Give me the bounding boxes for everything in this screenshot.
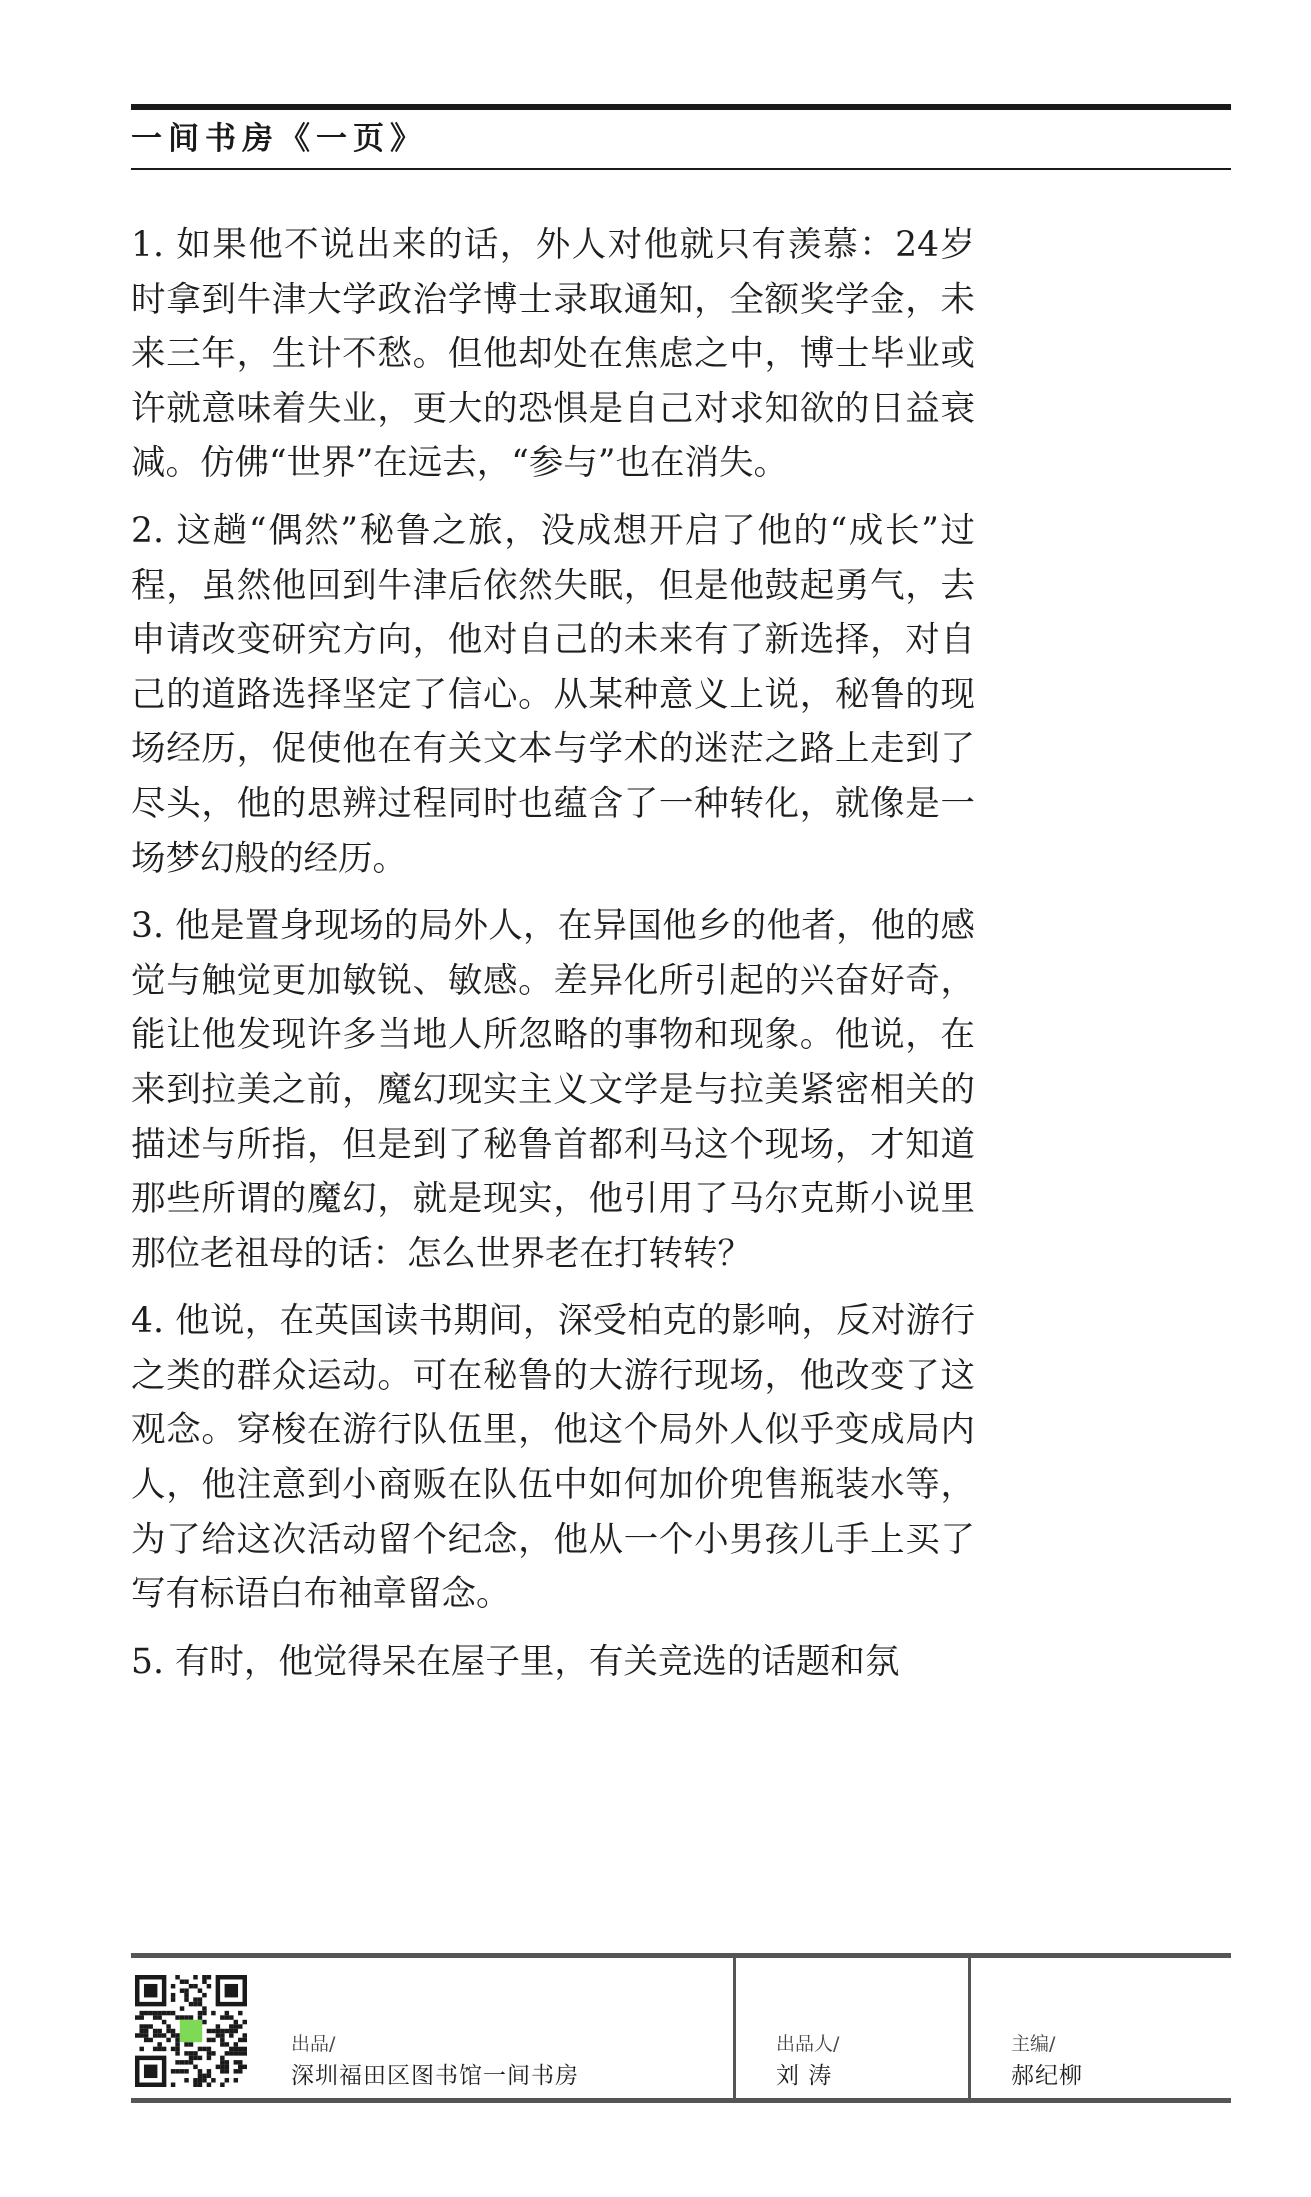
credit-producer-value: 深圳福田区图书馆一间书房 bbox=[291, 2063, 579, 2089]
paragraph-3: 3. 他是置身现场的局外人，在异国他乡的他者，他的感觉与触觉更加敏锐、敏感。差异化所引起的兴奋好奇，能让他发现许多当地人所忽略的事物和现象。他说，在来到拉美之前，魔幻现实主义文学是与拉美紧密相关的描述与所指，但是到了秘鲁首都利马这个现场，才知道那些所谓的魔幻，就是现实，他引用了马尔克斯小说里那位老祖母的话：怎么世界老在打转转？ bbox=[131, 906, 975, 1274]
footer-rule-bottom bbox=[131, 2098, 1231, 2103]
credit-editor bbox=[1011, 2029, 1083, 2093]
credit-producer bbox=[291, 2029, 579, 2093]
article-body bbox=[131, 218, 975, 1702]
paragraph-4: 4. 他说，在英国读书期间，深受柏克的影响，反对游行之类的群众运动。可在秘鲁的大游行现场，他改变了这观念。穿梭在游行队伍里，他这个局外人似乎变成局内人，他注意到小商贩在队伍中如何加价兜售瓶装水等，为了给这次活动留个纪念，他从一个小男孩儿手上买了写有标语白布袖章留念。 bbox=[131, 1301, 975, 1615]
credit-producer-label: 出品/ bbox=[291, 2033, 336, 2055]
page-footer bbox=[131, 1953, 1231, 2103]
paragraph-2: 2. 这趟“偶然”秘鲁之旅，没成想开启了他的“成长”过程，虽然他回到牛津后依然失眠，但是他鼓起勇气，去申请改变研究方向，他对自己的未来有了新选择，对自己的道路选择坚定了信心。从某种意义上说，秘鲁的现场经历，促使他在有关文本与学术的迷茫之路上走到了尽头，他的思辨过程同时也蕴含了一种转化，就像是一场梦幻般的经历。 bbox=[131, 510, 975, 879]
page-header bbox=[131, 104, 1231, 170]
credit-publisher-label: 出品人/ bbox=[776, 2033, 840, 2055]
credit-editor-value: 郝纪柳 bbox=[1011, 2063, 1083, 2089]
footer-divider-2 bbox=[968, 1953, 971, 2103]
credit-editor-label: 主编/ bbox=[1011, 2033, 1056, 2055]
header-rule-bottom bbox=[131, 168, 1231, 170]
credit-publisher-value: 刘 涛 bbox=[776, 2063, 833, 2089]
paragraph-1: 1. 如果他不说出来的话，外人对他就只有羡慕：24岁时拿到牛津大学政治学博士录取通知，全额奖学金，未来三年，生计不愁。但他却处在焦虑之中，博士毕业或许就意味着失业，更大的恐惧是自己对求知欲的日益衰减。仿佛“世界”在远去，“参与”也在消失。 bbox=[131, 225, 975, 484]
footer-rule-top bbox=[131, 1953, 1231, 1958]
footer-divider-1 bbox=[733, 1953, 736, 2103]
paragraph-5: 5. 有时，他觉得呆在屋子里，有关竞选的话题和氛 bbox=[131, 1641, 900, 1682]
qr-code-icon bbox=[135, 1975, 247, 2087]
credit-publisher bbox=[776, 2029, 839, 2093]
page-title: 一间书房《一页》 bbox=[131, 121, 427, 157]
